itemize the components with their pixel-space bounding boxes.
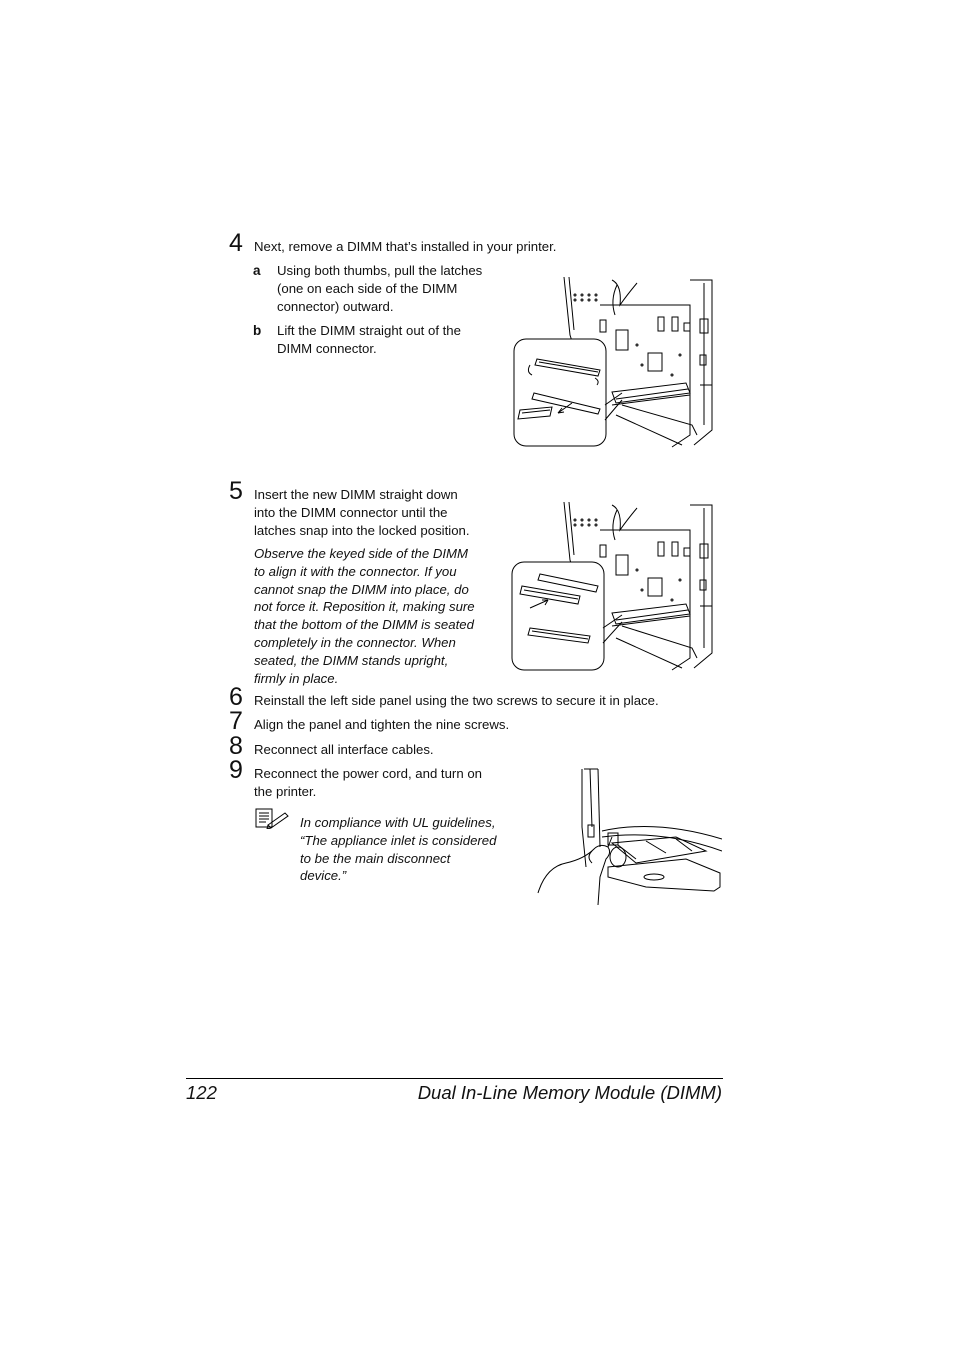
step-5-text: Insert the new DIMM straight down into the DIMM connector until the latches snap into the locked position. [254,487,470,538]
substep-a-letter: a [253,263,261,278]
step-4-text: Next, remove a DIMM that’s installed in your printer. [254,239,557,254]
substep-a-text: Using both thumbs, pull the latches (one on each side of the DIMM connector) outward. [277,263,483,314]
step-7-text: Align the panel and tighten the nine screws. [254,717,510,732]
page-number: 122 [186,1082,217,1103]
step-9-text: Reconnect the power cord, and turn on the printer. [254,766,482,799]
step-6-text: Reinstall the left side panel using the two screws to secure it in place. [254,693,659,708]
step-number-7: 7 [229,707,243,735]
step-number-9: 9 [229,756,243,784]
step-8-text: Reconnect all interface cables. [254,742,434,757]
note-pad-pencil-icon [255,807,289,829]
footer-rule [186,1078,723,1079]
insert-dimm-illustration [510,500,722,672]
step-number-4: 4 [229,229,243,257]
step-5-note: Observe the keyed side of the DIMM to align it with the connector. If you cannot snap the DIMM into place, do not force it. Reposition it, making sure that the bottom of the DIMM is seated completely in the connector. When seated, the DIMM stands upright, firmly in place. [254,546,475,686]
substep-b-letter: b [253,323,262,338]
substep-b-text: Lift the DIMM straight out of the DIMM connector. [277,323,461,356]
step-number-6: 6 [229,683,243,711]
power-cord-illustration [536,767,722,907]
section-title: Dual In-Line Memory Module (DIMM) [417,1082,722,1103]
remove-dimm-illustration [512,275,722,450]
step-number-8: 8 [229,732,243,760]
step-number-5: 5 [229,477,243,505]
ul-compliance-note: In compliance with UL guidelines, “The appliance inlet is considered to be the main disconnect device.” [300,815,497,884]
